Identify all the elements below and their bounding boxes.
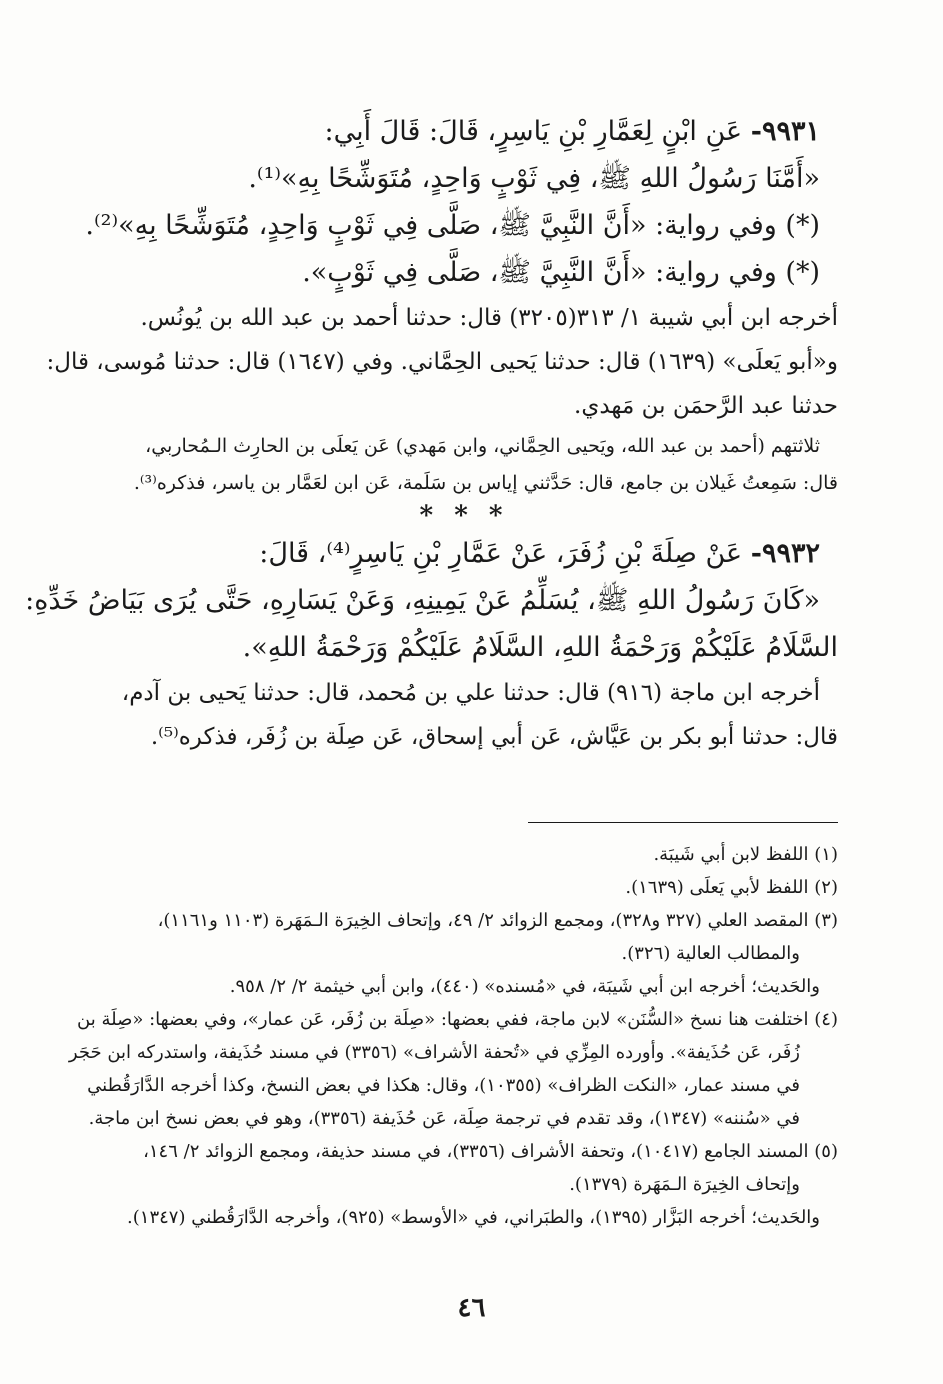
takhrij-line-2: و«أبو يَعلَى» (١٦٣٩) قال: حدثنا يَحيى الحِمَّاني. وفي (١٦٤٧) قال: حدثنا مُوسى، قال: [46, 349, 838, 375]
footnotes [68, 838, 838, 1234]
section-separator: * * * [419, 501, 509, 531]
hadith-9932-matn-2: السَّلَامُ عَلَيْكُمْ وَرَحْمَةُ اللهِ، السَّلَامُ عَلَيْكُمْ وَرَحْمَةُ اللهِ». [242, 632, 838, 663]
takhrij-line-1: أخرجه ابن أبي شيبة ١/ ٣١٣(٣٢٠٥) قال: حدثنا أحمد بن عبد الله بن يُونُس. [140, 305, 838, 331]
footnote-3-hadith: والحَديث؛ أخرجه ابن أبي شَيبَة، في «مُسنده» (٤٤٠)، وابن أبي خيثمة ٢/ ٢/ ٩٥٨. [229, 976, 820, 997]
takhrij-line-4: ثلاثتهم (أحمد بن عبد الله، ويَحيى الحِمَّاني، وابن مَهدي) عَن يَعلَى بن الحارِث الـمُحاربي، [145, 435, 820, 457]
page-number: ٤٦ [457, 1293, 486, 1323]
hadith-isnad: عَنِ ابْنٍ لِعَمَّارِ بْنِ يَاسِرٍ، قَالَ: قَالَ أَبِي: [324, 116, 743, 147]
hadith-9932-matn-1: «كَانَ رَسُولُ اللهِ ﷺ، يُسَلِّمُ عَنْ يَمِينِهِ، وَعَنْ يَسَارِهِ، حَتَّى يُرَى بَيَاضُ خَدِّهِ: [25, 585, 820, 616]
footnote-5-cont: وإتحاف الخِيرَة الـمَهَرة (١٣٧٩). [569, 1174, 800, 1195]
footnote-3-cont: والمطالب العالية (٣٢٦). [621, 943, 800, 964]
footnote-4: (٤) اختلفت هنا نسخ «السُّنَن» لابن ماجة، ففي بعضها: «صِلَة بن زُفَر، عَن عمار»، وفي بعضها: «صِلَة بن [77, 1009, 838, 1030]
hadith-isnad: عَنْ صِلَةَ بْنِ زُفَرَ، عَنْ عَمَّارِ بْنِ يَاسِرٍ⁽⁴⁾، قَالَ: [259, 538, 743, 569]
footnote-1: (١) اللفظ لابن أبي شَيبَة. [653, 844, 838, 865]
hadith-9932-heading [90, 530, 838, 577]
variant-narration-2: (*) وفي رواية: «أَنَّ النَّبِيَّ ﷺ، صَلَّى فِي ثَوْبٍ». [302, 257, 820, 288]
footnote-5: (٥) المسند الجامع (١٠٤١٧)، وتحفة الأشراف (٣٣٥٦)، في مسند حذيفة، ومجمع الزوائد ٢/ ١٤٦، [143, 1141, 838, 1162]
takhrij-line-5: قال: سَمِعتُ غَيلان بن جامع، قال: حَدَّثني إياس بن سَلَمة، عَن ابن لعَمَّار بن ياسر، فذكره⁽³⁾. [133, 472, 838, 494]
hadith-number: ٩٩٣١- [750, 116, 820, 147]
takhrij-line-6: أخرجه ابن ماجة (٩١٦) قال: حدثنا علي بن مُحمد، قال: حدثنا يَحيى بن آدم، [121, 680, 820, 706]
hadith-number: ٩٩٣٢- [750, 538, 820, 569]
main-text [25, 108, 838, 759]
footnote-4-cont-3: في «سُننه» (١٣٤٧)، وقد تقدم في ترجمة صِلَة، عَن حُذَيفة (٣٣٥٦)، وهو في بعض نسخ ابن ماجة. [88, 1108, 800, 1129]
variant-narration-1: (*) وفي رواية: «أَنَّ النَّبِيَّ ﷺ، صَلَّى فِي ثَوْبٍ وَاحِدٍ، مُتَوَشِّحًا بِهِ»⁽²⁾. [85, 210, 820, 241]
takhrij-line-3: حدثنا عبد الرَّحمَن بن مَهدي. [574, 393, 838, 419]
footnote-2: (٢) اللفظ لأبي يَعلَى (١٦٣٩). [625, 877, 838, 898]
takhrij-line-7: قال: حدثنا أبو بكر بن عَيَّاش، عَن أبي إسحاق، عَن صِلَة بن زُفَر، فذكره⁽⁵⁾. [150, 724, 838, 750]
footnote-5-hadith: والحَديث؛ أخرجه البَزَّار (١٣٩٥)، والطبَراني، في «الأوسط» (٩٢٥)، وأخرجه الدَّارَقُطني (١٣٤٧). [127, 1207, 820, 1228]
footnote-divider [528, 822, 838, 823]
footnote-4-cont-1: زُفَر، عَن حُذَيفة». وأورده المِزِّي في «تُحفة الأشراف» (٣٣٥٦) في مسند حُذَيفة، واستدركه ابن حَجَر [68, 1042, 800, 1063]
hadith-9931-matn: «أَمَّنَا رَسُولُ اللهِ ﷺ، فِي ثَوْبٍ وَاحِدٍ، مُتَوَشِّحًا بِهِ»⁽¹⁾. [248, 163, 820, 194]
footnote-4-cont-2: في مسند عمار، «النكت الظراف» (١٠٣٥٥)، وقال: هكذا في بعض النسخ، وكذا أخرجه الدَّارَقُطني [87, 1075, 800, 1096]
hadith-9931-heading [90, 108, 838, 155]
footnote-3: (٣) المقصد العلي (٣٢٧ و٣٢٨)، ومجمع الزوائد ٢/ ٤٩، وإتحاف الخِيرَة الـمَهَرة (١١٠٣ و١١٦١)، [157, 910, 838, 931]
